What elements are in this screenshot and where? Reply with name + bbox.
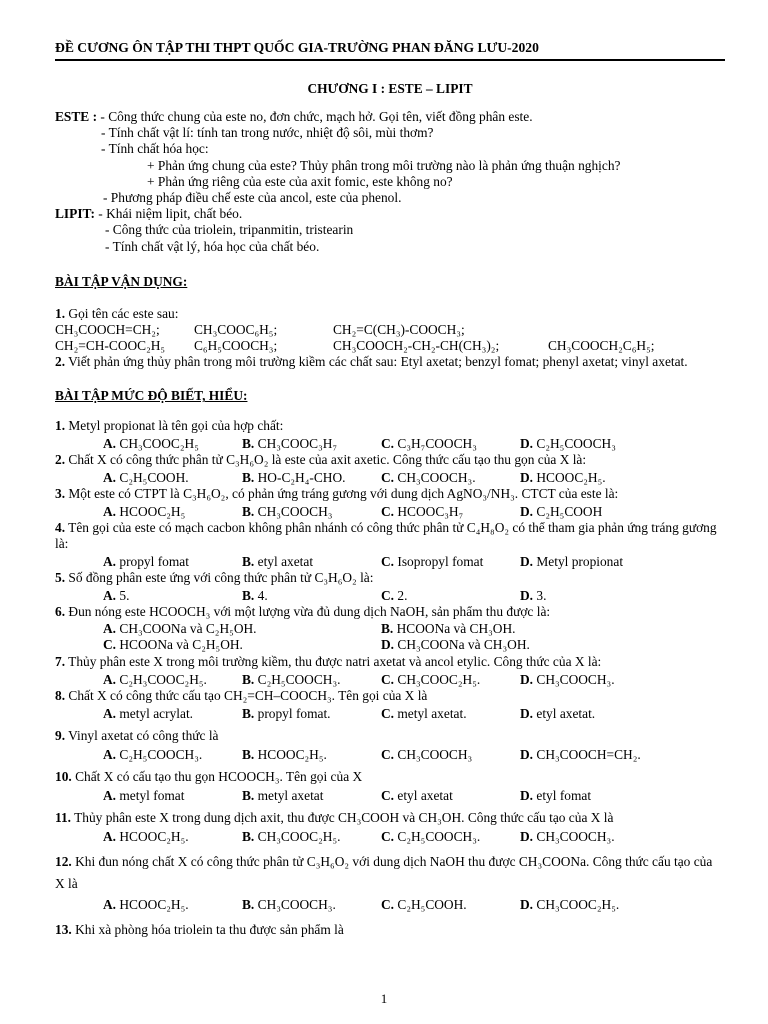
option-text: CH₃COONa và CH₃OH.: [397, 637, 530, 653]
answer-option[interactable]: [242, 553, 381, 570]
answer-options: [55, 786, 725, 806]
option-text: propyl fomat: [119, 554, 189, 570]
document-header: ĐỀ CƯƠNG ÔN TẬP THI THPT QUỐC GIA-TRƯỜNG PHAN ĐĂNG LƯU-2020: [55, 40, 725, 61]
page-number: 1: [380, 991, 388, 1006]
answer-option[interactable]: [520, 469, 606, 486]
option-text: HCOOC₂H₅.: [536, 469, 606, 485]
option-letter: C.: [381, 706, 395, 722]
option-letter: C.: [381, 828, 395, 844]
answer-options: [55, 553, 725, 570]
answer-options: [55, 671, 725, 688]
option-text: CH₃COOCH₃.: [536, 828, 615, 844]
option-letter: A.: [103, 503, 117, 519]
answer-option[interactable]: [381, 621, 659, 638]
question-number: 2.: [55, 452, 66, 468]
question-item: [55, 520, 725, 571]
answer-option[interactable]: [520, 671, 615, 688]
formula-row: [55, 338, 725, 354]
formula: CH₃COOCH=CH₂;: [55, 322, 160, 338]
option-text: Metyl propionat: [536, 554, 624, 570]
option-letter: B.: [242, 747, 255, 763]
answer-option[interactable]: [381, 704, 520, 724]
option-letter: D.: [520, 747, 534, 763]
question-stem: [55, 604, 725, 621]
option-letter: B.: [242, 828, 255, 844]
option-text: CH₃COONa và C₂H₅OH.: [119, 620, 257, 636]
option-letter: C.: [381, 554, 395, 570]
option-letter: C.: [381, 469, 395, 485]
option-text: HCOOC₂H₅.: [119, 828, 189, 844]
question-item: [55, 418, 725, 452]
answer-option[interactable]: [242, 786, 381, 806]
este-line: - Phương pháp điều chế este của ancol, este của phenol.: [103, 190, 402, 206]
option-text: 5.: [119, 588, 130, 604]
option-text: CH₃COOC₂H₅.: [257, 828, 341, 844]
question-text: Thủy phân este X trong dung dịch axit, thu được CH₃COOH và CH₃OH. Công thức cấu tạo của X là: [71, 810, 614, 825]
answer-options: [55, 827, 725, 847]
question-number: 6.: [55, 604, 66, 620]
option-text: CH₃COOCH₃.: [536, 671, 615, 687]
option-text: metyl axetat: [257, 788, 324, 803]
option-text: C₃H₇COOCH₃: [397, 436, 477, 452]
answer-option[interactable]: [520, 587, 546, 604]
formula: CH₃COOC₆H₅;: [194, 322, 278, 338]
option-text: etyl axetat: [257, 554, 314, 570]
option-text: CH₃COOCH₃.: [397, 469, 476, 485]
option-text: HCOONa và C₂H₅OH.: [119, 637, 243, 653]
option-text: HCOOC₂H₅.: [257, 747, 327, 763]
question-item: [55, 570, 725, 604]
option-letter: B.: [242, 706, 255, 722]
question-list: [55, 418, 725, 941]
option-text: 3.: [536, 588, 547, 604]
option-letter: C.: [381, 436, 395, 452]
option-text: C₂H₃COOC₂H₅.: [119, 671, 207, 687]
answer-option[interactable]: [520, 553, 623, 570]
document-page: [55, 40, 725, 941]
option-text: CH₃COOCH₃: [257, 503, 333, 519]
question-item: [55, 486, 725, 520]
option-letter: D.: [520, 828, 534, 844]
question-text: Đun nóng este HCOOCH₃ với một lượng vừa đủ dung dịch NaOH, sản phẩm thu được là:: [65, 604, 551, 620]
question-text: Khi đun nóng chất X có công thức phân tử C₃H₆O₂ với dung dịch NaOH thu được CH₃COONa. Công thức cấu tạo của X là: [55, 853, 713, 891]
option-letter: D.: [520, 503, 534, 519]
option-letter: A.: [103, 588, 117, 604]
question-stem: [55, 654, 725, 671]
question-number: 13.: [55, 921, 72, 937]
answer-options: [55, 895, 725, 915]
option-text: metyl acrylat.: [119, 706, 194, 722]
option-letter: A.: [103, 706, 117, 722]
option-text: C₂H₅COOCH₃: [536, 436, 616, 452]
option-letter: B.: [242, 588, 255, 604]
question-text: Chất X có công thức cấu tạo CH₂=CH–COOCH₃. Tên gọi của X là: [65, 687, 428, 703]
question-item: [55, 654, 725, 688]
question-text: Một este có CTPT là C₃H₆O₂, có phản ứng tráng gương với dung dịch AgNO₃/NH₃. CTCT của este là:: [65, 485, 619, 501]
question-item: [55, 604, 725, 654]
answer-option[interactable]: [103, 704, 242, 724]
answer-options: [55, 704, 725, 724]
option-text: propyl fomat.: [257, 706, 331, 722]
question-number: 5.: [55, 570, 66, 586]
formula: CH₃COOCH₂C₆H₅;: [548, 338, 655, 354]
answer-options: [55, 469, 725, 486]
section-heading-van-dung: BÀI TẬP VẬN DỤNG:: [55, 273, 188, 289]
option-letter: A.: [103, 896, 117, 912]
answer-option[interactable]: [520, 435, 616, 452]
este-subline: + Phản ứng chung của este? Thủy phân trong môi trường nào là phản ứng thuận nghịch?: [147, 157, 621, 173]
answer-option[interactable]: [103, 553, 242, 570]
question-text: Chất X có công thức phân tử C₃H₆O₂ là este của axit axetic. Công thức cấu tạo thu gọn của X là:: [65, 452, 587, 468]
question-item: [55, 452, 725, 486]
option-letter: B.: [242, 788, 255, 803]
option-text: CH₃COOCH₃.: [257, 896, 336, 912]
question-stem: [55, 769, 725, 786]
question-number: 3.: [55, 485, 66, 501]
answer-option[interactable]: [103, 827, 242, 847]
option-letter: D.: [520, 588, 534, 604]
question-item: [55, 728, 725, 765]
option-letter: B.: [242, 503, 255, 519]
question-number: 9.: [55, 728, 66, 744]
option-text: metyl axetat.: [397, 706, 467, 722]
question-text: Gọi tên các este sau:: [65, 305, 179, 321]
este-first-line: - Công thức chung của este no, đơn chức, mạch hở. Gọi tên, viết đồng phân este.: [97, 109, 533, 124]
answer-option[interactable]: [242, 469, 381, 486]
option-text: 4.: [257, 588, 268, 604]
option-letter: B.: [381, 620, 394, 636]
option-text: HCOOC₂H₅: [119, 503, 186, 519]
lipit-line: - Tính chất vật lý, hóa học của chất béo.: [105, 238, 320, 254]
answer-option[interactable]: [103, 671, 242, 688]
answer-option[interactable]: [381, 553, 520, 570]
question-text: Khi xà phòng hóa triolein ta thu được sản phẩm là: [71, 921, 344, 937]
formula: CH₂=CH-COOC₂H₅: [55, 338, 166, 354]
option-letter: C.: [381, 503, 395, 519]
question-item: [55, 769, 725, 806]
option-text: etyl axetat: [397, 788, 453, 803]
question-number: 11.: [55, 810, 71, 825]
option-letter: D.: [520, 469, 534, 485]
question-text: Viết phản ứng thủy phân trong môi trường kiềm các chất sau: Etyl axetat; benzyl fomat; phenyl axetat; vinyl axetat.: [65, 354, 688, 370]
option-letter: A.: [103, 671, 117, 687]
option-letter: B.: [242, 469, 255, 485]
question-text: Thủy phân este X trong môi trường kiềm, thu được natri axetat và ancol etylic. Công thức của X là:: [65, 653, 602, 669]
question-number: 1.: [55, 305, 66, 321]
este-line: - Tính chất hóa học:: [101, 141, 209, 157]
question-number: 4.: [55, 519, 66, 535]
answer-option[interactable]: [103, 786, 242, 806]
option-letter: A.: [103, 620, 117, 636]
option-letter: D.: [520, 706, 534, 722]
question-number: 12.: [55, 853, 72, 869]
option-letter: A.: [103, 554, 117, 570]
option-letter: B.: [242, 671, 255, 687]
question-stem: [55, 810, 725, 827]
answer-option[interactable]: [381, 827, 520, 847]
answer-option[interactable]: [381, 469, 520, 486]
question-stem: [55, 452, 725, 469]
option-text: CH₃COOC₂H₅.: [536, 896, 620, 912]
option-letter: D.: [520, 554, 534, 570]
question-text: Vinyl axetat có công thức là: [65, 728, 219, 744]
lipit-section: [55, 206, 725, 255]
option-text: C₂H₅COOH: [536, 503, 603, 519]
option-letter: B.: [242, 436, 255, 452]
lipit-first-line: - Khái niệm lipit, chất béo.: [94, 206, 243, 222]
option-text: etyl axetat.: [536, 706, 596, 722]
este-label: ESTE :: [55, 109, 98, 124]
answer-option[interactable]: [242, 895, 381, 915]
answer-option[interactable]: [520, 745, 641, 765]
section-heading-biet-hieu: BÀI TẬP MỨC ĐỘ BIẾT, HIỂU:: [55, 388, 248, 404]
option-letter: A.: [103, 436, 117, 452]
option-text: CH₃COOCH=CH₂.: [536, 747, 641, 763]
option-text: CH₃COOCH₃: [397, 747, 473, 763]
answer-option[interactable]: [520, 704, 595, 724]
answer-option[interactable]: [381, 671, 520, 688]
option-letter: D.: [520, 788, 534, 803]
question-item: [55, 851, 725, 915]
answer-option[interactable]: [381, 587, 520, 604]
este-subline: + Phản ứng riêng của este của axit fomic, este không no?: [147, 173, 453, 189]
option-letter: D.: [381, 637, 395, 653]
answer-options: [55, 637, 725, 654]
answer-options: [55, 745, 725, 765]
answer-option[interactable]: [381, 637, 659, 654]
question-text: Tên gọi của este có mạch cacbon không phân nhánh có công thức phân tử C₄H₈O₂ có thể tham gia phản ứng tráng gương là:: [55, 519, 717, 552]
question-number: 8.: [55, 687, 66, 703]
option-text: Isopropyl fomat: [397, 554, 484, 570]
option-letter: A.: [103, 788, 117, 803]
answer-option[interactable]: [242, 671, 381, 688]
question-stem: [55, 728, 725, 745]
question-text: Chất X có cấu tạo thu gọn HCOOCH₃. Tên gọi của X: [71, 769, 363, 785]
option-text: C₂H₅COOH.: [119, 469, 189, 485]
option-text: C₂H₅COOH.: [397, 896, 467, 912]
option-text: etyl fomat: [536, 788, 592, 803]
answer-option[interactable]: [242, 587, 381, 604]
option-text: HCOOC₂H₅.: [119, 896, 189, 912]
option-letter: A.: [103, 469, 117, 485]
question-stem: [55, 418, 725, 435]
option-text: C₂H₅COOCH₃.: [119, 747, 203, 763]
answer-option[interactable]: [103, 621, 381, 638]
option-text: CH₃COOC₂H₅: [119, 436, 199, 452]
option-text: HCOONa và CH₃OH.: [396, 620, 516, 636]
question-text: Metyl propionat là tên gọi của hợp chất:: [65, 418, 284, 434]
answer-option[interactable]: [103, 503, 242, 520]
question-text: Số đồng phân este ứng với công thức phân tử C₃H₆O₂ là:: [65, 570, 374, 586]
answer-option[interactable]: [103, 745, 242, 765]
answer-option[interactable]: [242, 745, 381, 765]
answer-options: [55, 621, 725, 638]
option-text: 2.: [397, 588, 408, 604]
question-stem: [55, 851, 725, 895]
question-number: 10.: [55, 769, 72, 785]
option-letter: A.: [103, 828, 117, 844]
option-text: C₂H₅COOCH₃.: [257, 671, 341, 687]
answer-option[interactable]: [242, 435, 381, 452]
answer-options: [55, 503, 725, 520]
option-letter: D.: [520, 436, 534, 452]
option-letter: B.: [242, 896, 255, 912]
answer-option[interactable]: [103, 895, 242, 915]
este-line: - Tính chất vật lí: tính tan trong nước, nhiệt độ sôi, mùi thơm?: [101, 125, 434, 141]
chapter-title: CHƯƠNG I : ESTE – LIPIT: [307, 81, 473, 96]
question-stem: [55, 570, 725, 587]
este-section: [55, 109, 725, 206]
question-stem: [55, 688, 725, 705]
option-text: HCOOC₃H₇: [397, 503, 464, 519]
lipit-line: - Công thức của triolein, tripanmitin, tristearin: [105, 222, 354, 238]
lipit-label: LIPIT:: [55, 206, 95, 222]
answer-option[interactable]: [103, 637, 381, 654]
answer-option[interactable]: [520, 786, 591, 806]
answer-option[interactable]: [520, 827, 615, 847]
answer-option[interactable]: [242, 827, 381, 847]
option-letter: C.: [381, 588, 395, 604]
question-stem: [55, 486, 725, 503]
option-text: HO-C₂H₄-CHO.: [257, 469, 346, 485]
option-letter: C.: [381, 747, 395, 763]
answer-option[interactable]: [520, 895, 619, 915]
answer-option[interactable]: [242, 503, 381, 520]
question-stem: [55, 919, 725, 941]
question-number: 2.: [55, 354, 66, 370]
question-item: [55, 688, 725, 725]
formula: C₆H₅COOCH₃;: [194, 338, 278, 354]
option-letter: D.: [520, 896, 534, 912]
answer-option[interactable]: [381, 503, 520, 520]
answer-option[interactable]: [103, 469, 242, 486]
option-text: CH₃COOC₂H₅.: [397, 671, 481, 687]
option-letter: C.: [381, 788, 395, 803]
answer-option[interactable]: [381, 745, 520, 765]
option-text: CH₃COOC₃H₇: [257, 436, 338, 452]
van-dung-exercises: [55, 306, 725, 371]
option-letter: C.: [103, 637, 117, 653]
answer-option[interactable]: [381, 786, 520, 806]
question-item: [55, 919, 725, 941]
question-stem: [55, 520, 725, 554]
answer-option[interactable]: [103, 587, 242, 604]
answer-option[interactable]: [381, 895, 520, 915]
formula-row: [55, 322, 725, 338]
formula: CH₃COOCH₂-CH₂-CH(CH₃)₂;: [333, 338, 500, 354]
option-letter: C.: [381, 896, 395, 912]
option-letter: B.: [242, 554, 255, 570]
option-text: metyl fomat: [119, 788, 185, 803]
question-item: [55, 810, 725, 847]
option-letter: A.: [103, 747, 117, 763]
option-text: C₂H₅COOCH₃.: [397, 828, 481, 844]
answer-options: [55, 587, 725, 604]
answer-option[interactable]: [242, 704, 381, 724]
question-number: 1.: [55, 418, 66, 434]
formula: CH₂=C(CH₃)-COOCH₃;: [333, 322, 465, 338]
answer-options: [55, 435, 725, 452]
question-number: 7.: [55, 653, 66, 669]
option-letter: C.: [381, 671, 395, 687]
option-letter: D.: [520, 671, 534, 687]
answer-option[interactable]: [520, 503, 602, 520]
answer-option[interactable]: [381, 435, 520, 452]
answer-option[interactable]: [103, 435, 242, 452]
